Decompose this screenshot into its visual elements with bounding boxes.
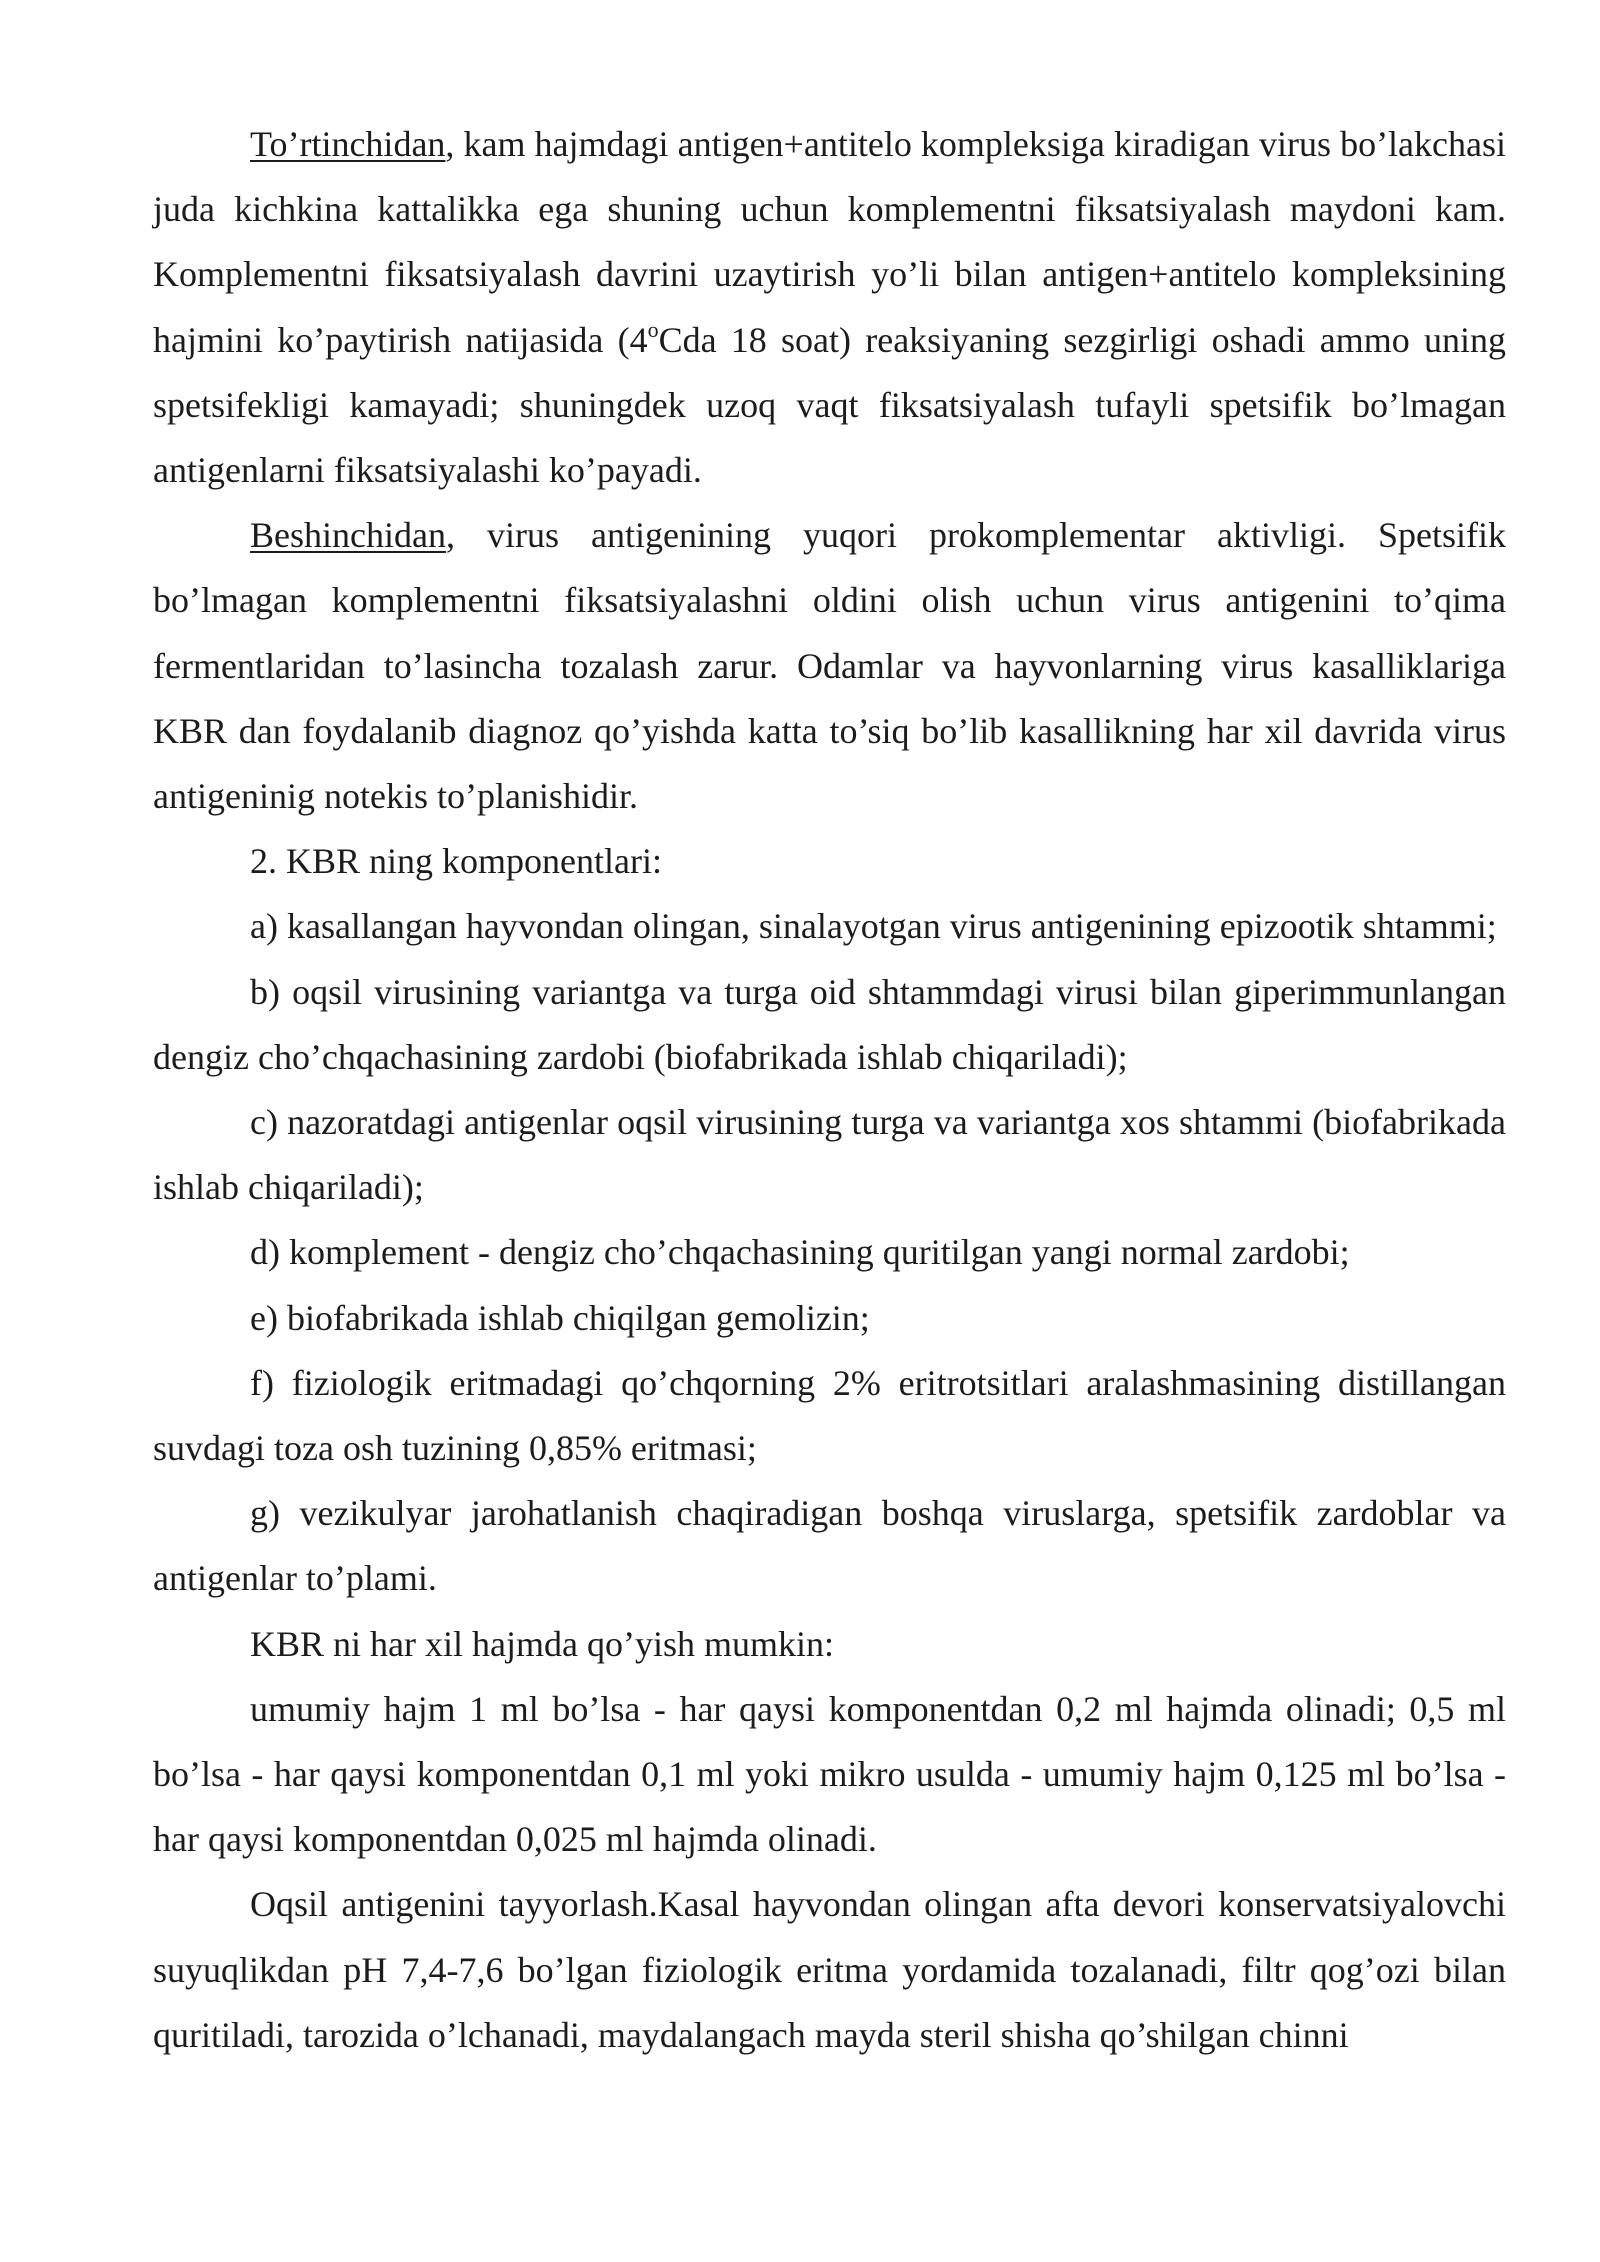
underlined-heading: Beshinchidan [250,515,446,556]
paragraph-text: , virus antigenining yuqori prokomplementar aktivligi. Spetsifik bo’lmagan komplementni fiksatsiyalashni oldini olish uchun virus antigenini to’qima fermentlaridan to’lasincha tozalash zarur. Odamlar va hayvonlarning virus kasalliklariga KBR dan foydalanib diagnoz qo’yishda katta to’siq bo’lib kasallikning har xil davrida virus antigeninig notekis to’planishidir. [153,515,1506,817]
paragraph-volumes-intro: KBR ni har xil hajmda qo’yish mumkin: [250,1623,834,1664]
list-item-f: f) fiziologik eritmadagi qo’chqorning 2% eritrotsitlari aralashmasining distillangan suvdagi toza osh tuzining 0,85% eritmasi; [153,1362,1506,1469]
list-item-b: b) oqsil virusining variantga va turga oid shtammdagi virusi bilan giperimmunlangan dengiz cho’chqachasining zardobi (biofabrikada ishlab chiqariladi); [153,971,1506,1077]
list-item-e: e) biofabrikada ishlab chiqilgan gemolizin; [250,1297,870,1338]
document-page [153,112,1506,2068]
list-item-d: d) komplement - dengiz cho’chqachasining quritilgan yangi normal zardobi; [250,1232,1350,1273]
paragraph-volumes-detail: umumiy hajm 1 ml bo’lsa - har qaysi komponentdan 0,2 ml hajmda olinadi; 0,5 ml bo’lsa - har qaysi komponentdan 0,1 ml yoki mikro usulda - umumiy hajm 0,125 ml bo’lsa - har qaysi komponentdan 0,025 ml hajmda olinadi. [153,1688,1506,1860]
paragraph-text: , kam hajmdagi antigen+antitelo kompleksiga kiradigan virus bo’lakchasi juda kichkina kattalikka ega shuning uchun komplementni fiksatsiyalash maydoni kam. Komplementni fiksatsiyalash davrini uzaytirish yo’li bilan antigen+antitelo kompleksining hajmini ko’paytirish natijasida (4 [153,124,1506,360]
list-item-a: a) kasallangan hayvondan olingan, sinalayotgan virus antigenining epizootik shtammi; [250,906,1497,947]
list-item-c: c) nazoratdagi antigenlar oqsil virusining turga va variantga xos shtammi (biofabrikada ishlab chiqariladi); [153,1102,1506,1208]
underlined-heading: To’rtinchidan [250,124,446,164]
paragraph-antigen-preparation: Oqsil antigenini tayyorlash.Kasal hayvondan olingan afta devori konservatsiyalovchi suyuqlikdan pH 7,4-7,6 bo’lgan fiziologik eritma yordamida tozalanadi, filtr qog’ozi bilan quritiladi, tarozida o’lchanadi, maydalangach mayda steril shisha qo’shilgan chinni [153,1884,1506,2055]
degree-superscript: o [647,316,659,342]
list-item-g: g) vezikulyar jarohatlanish chaqiradigan boshqa viruslarga, spetsifik zardoblar va antigenlar to’plami. [153,1493,1506,1599]
paragraph-text-continued: Cda 18 soat) reaksiyaning sezgirligi oshadi ammo uning spetsifekligi kamayadi; shuningdek uzoq vaqt fiksatsiyalash tufayli spetsifik bo’lmagan antigenlarni fiksatsiyalashi ko’payadi. [153,319,1506,491]
paragraph-fourth-reason [153,112,1506,503]
paragraph-fifth-reason [153,503,1506,829]
section-heading-components: 2. KBR ning komponentlari: [250,841,662,882]
